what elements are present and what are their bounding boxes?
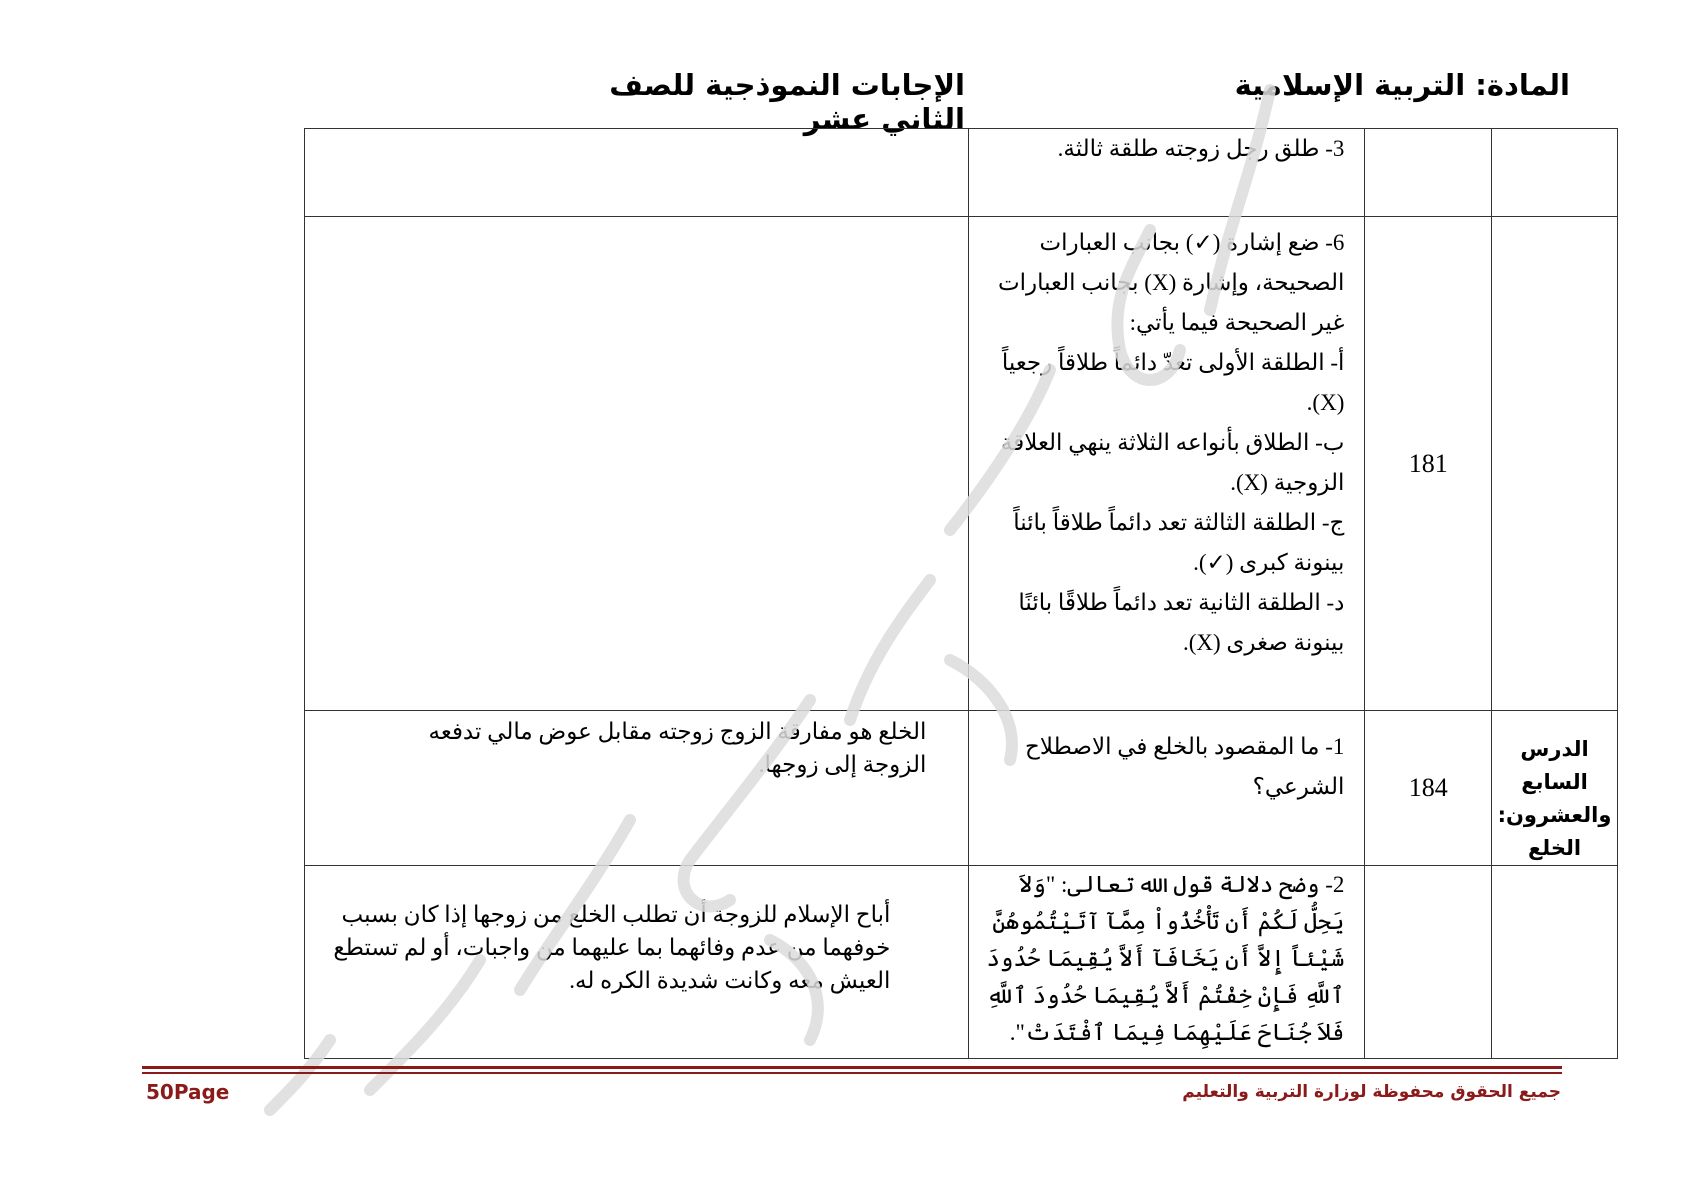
question-cell: [969, 866, 1365, 1059]
question-sub-item: ج- الطلقة الثالثة تعد دائماً طلاقاً بائناً بينونة كبرى (✓).: [1013, 510, 1345, 575]
page-cell: [1365, 217, 1492, 711]
lesson-cell: [1492, 711, 1618, 866]
table-row: [305, 129, 1618, 217]
answer-cell: [305, 217, 969, 711]
table-row: [305, 217, 1618, 711]
answer-text: أباح الإسلام للزوجة أن تطلب الخلع من زوجها إذا كان بسبب خوفهما من عدم وفائهما بما عليهما من واجبات، أو لم تستطع العيش معه وكانت شديدة الكره له.: [333, 902, 891, 993]
answers-table: [304, 128, 1618, 1059]
lesson-cell: [1492, 129, 1618, 217]
question-item: 3- طلق رجل زوجته طلقة ثالثة.: [1057, 136, 1345, 161]
lesson-title: الدرس السابع والعشرون: الخلع: [1497, 737, 1612, 860]
table-row: [305, 866, 1618, 1059]
copyright-notice: جميع الحقوق محفوظة لوزارة التربية والتعليم: [1182, 1082, 1561, 1102]
lesson-cell: [1492, 217, 1618, 711]
page-cell: [1365, 129, 1492, 217]
question-sub-item: د- الطلقة الثانية تعد دائماً طلاقًا بائنًا بينونة صغرى (X).: [1018, 590, 1345, 655]
question-cell: [969, 217, 1365, 711]
page-number: 181: [1408, 448, 1448, 478]
footer-rule: [142, 1066, 1562, 1069]
page-label: 50Page: [146, 1080, 230, 1104]
question-sub-item: أ- الطلقة الأولى تعدّ دائماً طلاقاً رجعياً (X).: [1001, 350, 1345, 415]
question-item: 2- وضح دلالة قول الله تعالى: "وَلاَ يَحِلُّ لَكُمْ أَن تَأْخُذُواْ مِمَّآ آتَيْتُمُوهُنَّ شَيْئاً إِلاَّ أَن يَخَافَآ أَلاَّ يُقِيمَا حُدُودَ ٱللَّهِ فَإِنْ خِفْتُمْ أَلاَّ يُقِيمَا حُدُودَ ٱللَّهِ فَلاَ جُنَاحَ عَلَيْهِمَا فِيمَا ٱفْتَدَتْ".: [986, 872, 1345, 1045]
answer-cell: [305, 129, 969, 217]
question-item: 1- ما المقصود بالخلع في الاصطلاح الشرعي؟: [1024, 734, 1345, 799]
question-cell: [969, 129, 1365, 217]
answer-cell: [305, 711, 969, 866]
table-row: [305, 711, 1618, 866]
answer-text: الخلع هو مفارقة الزوج زوجته مقابل عوض مالي تدفعه الزوجة إلى زوجها.: [428, 719, 927, 777]
question-item: 6- ضع إشارة (✓) بجانب العبارات الصحيحة، وإشارة (X) بجانب العبارات غير الصحيحة فيما يأتي:: [997, 230, 1345, 335]
page-cell: [1365, 711, 1492, 866]
question-cell: [969, 711, 1365, 866]
page-header: [560, 68, 1570, 136]
subject-title: المادة: التربية الإسلامية: [1234, 68, 1570, 102]
page-cell: [1365, 866, 1492, 1059]
document-title: الإجابات النموذجية للصف الثاني عشر: [609, 68, 965, 136]
answer-cell: [305, 866, 969, 1059]
page-number: 184: [1408, 773, 1448, 802]
footer-rule: [142, 1072, 1562, 1074]
question-sub-item: ب- الطلاق بأنواعه الثلاثة ينهي العلاقة الزوجية (X).: [1000, 430, 1345, 495]
lesson-cell: [1492, 866, 1618, 1059]
